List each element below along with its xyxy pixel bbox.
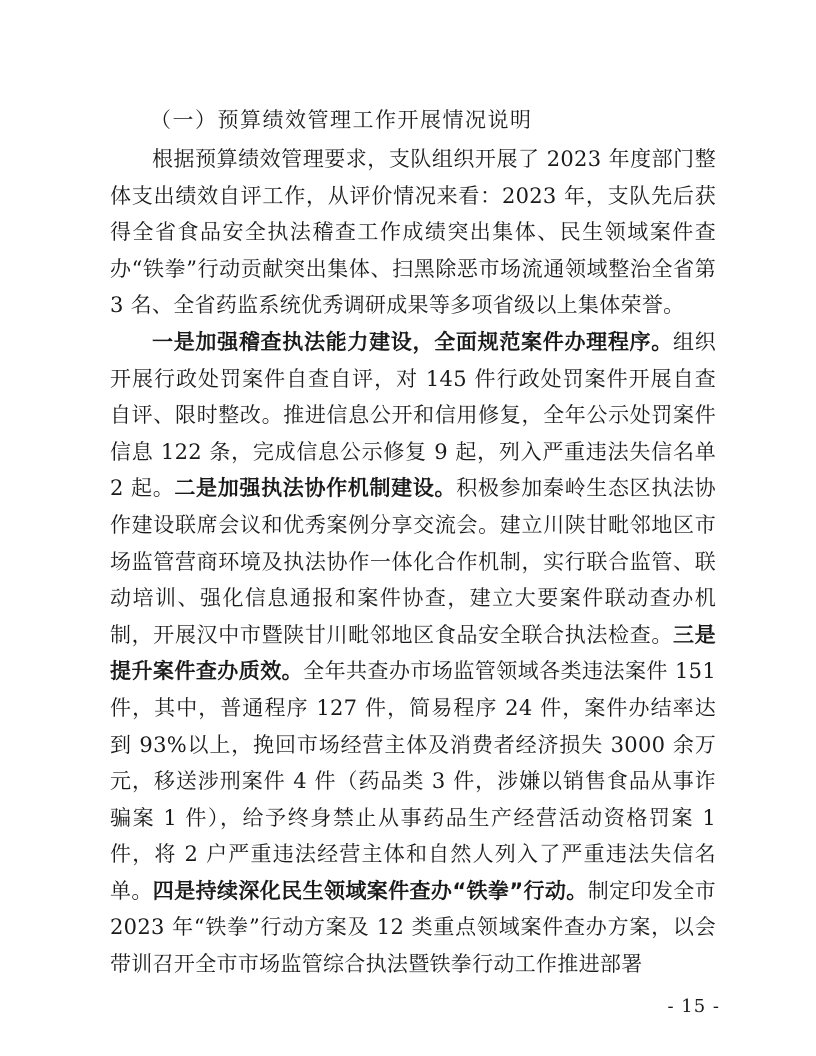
point4-text: 制定印发全市 2023 年“铁拳”行动方案及 12 类重点领域案件查办方案，以会带训召开全市市场监管综合执法暨铁拳行动工作推进部署: [110, 878, 716, 977]
point2-title: 二是加强执法协作机制建设。: [174, 476, 457, 501]
section-heading: （一）预算绩效管理工作开展情况说明: [150, 108, 533, 132]
point2-text: 积极参加秦岭生态区执法协作建设联席会议和优秀案例分享交流会。建立川陕甘毗邻地区市场监管营商环境及执法协作一体化合作机制，实行联合监管、联动培训、强化信息通报和案件协查，建立大要案件联动查办机制，开展汉中市暨陕甘川毗邻地区食品安全联合执法检查。: [110, 476, 716, 647]
point1-text: 组织开展行政处罚案件自查自评，对 145 件行政处罚案件开展自查自评、限时整改。推进信息公开和信用修复，全年公示处罚案件信息 122 条，完成信息公示修复 9 起，列入严重违法失信名单 2 起。: [110, 329, 716, 501]
paragraph-work-points: [110, 324, 716, 983]
body-text: [110, 141, 716, 983]
point1-title: 一是加强稽查执法能力建设，全面规范案件办理程序。: [152, 329, 673, 354]
point4-title: 四是持续深化民生领域案件查办“铁拳”行动。: [152, 878, 588, 903]
point3-title: 三是提升案件查办质效。: [110, 622, 716, 684]
page-number: - 15 -: [667, 996, 720, 1017]
paragraph-performance-summary: 根据预算绩效管理要求，支队组织开展了 2023 年度部门整体支出绩效自评工作，从评价情况来看：2023 年，支队先后获得全省食品安全执法稽查工作成绩突出集体、民生领域案件查办“铁拳”行动贡献突出集体、扫黑除恶市场流通领域整治全省第 3 名、全省药监系统优秀调研成果等多项省级以上集体荣誉。: [110, 147, 716, 318]
point3-text: 全年共查办市场监管领域各类违法案件 151 件，其中，普通程序 127 件，简易程序 24 件，案件办结率达到 93%以上，挽回市场经营主体及消费者经济损失 3000 余万元，移送涉刑案件 4 件（药品类 3 件，涉嫌以销售食品从事诈骗案 1 件），给予终身禁止从事药品生产经营活动资格罚案 1 件，将 2 户严重违法经营主体和自然人列入了严重违法失信名单。: [110, 659, 717, 903]
